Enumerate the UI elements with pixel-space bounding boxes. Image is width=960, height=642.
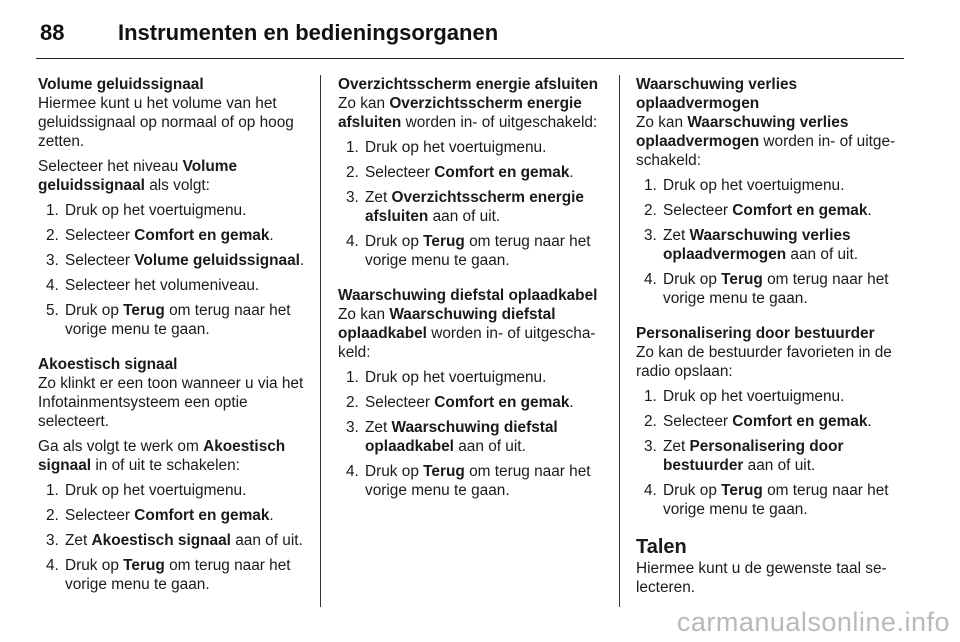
column-divider-1	[320, 75, 321, 607]
section-overzichtsscherm	[338, 75, 606, 270]
section-heading: Personalisering door bestuurder	[636, 325, 875, 342]
step-item: 1. Druk op het voertuigmenu.	[46, 202, 247, 219]
section-heading: Overzichtsscherm energie afsluiten	[338, 76, 599, 93]
step-item: 2. Selecteer Comfort en gemak.	[644, 202, 872, 219]
section-instruction: Selecteer het niveau Volume geluidssignaal als volgt:	[38, 158, 238, 194]
steps-list	[636, 387, 908, 519]
section-intro: Zo kan de bestuurder favorieten in de radio opslaan:	[636, 344, 892, 380]
section-heading: Volume geluidssignaal	[38, 76, 204, 93]
column-divider-2	[619, 75, 620, 607]
step-item: 1. Druk op het voertuigmenu.	[644, 177, 845, 194]
steps-list	[636, 176, 908, 308]
section-intro: Hiermee kunt u de gewenste taal se-lecteren.	[636, 560, 887, 596]
watermark: carmanualsonline.info	[676, 607, 950, 637]
column-2	[338, 75, 606, 516]
step-item: 2. Selecteer Comfort en gemak.	[46, 227, 274, 244]
section-instruction: Zo kan Overzichtsscherm energie afsluiten worden in- of uitgeschakeld:	[338, 95, 598, 131]
steps-list	[338, 138, 606, 270]
column-1	[38, 75, 310, 610]
page-title: Instrumenten en bedieningsorganen	[118, 20, 499, 45]
column-3	[636, 75, 908, 613]
step-item: 2. Selecteer Comfort en gemak.	[644, 413, 872, 430]
section-intro: Hiermee kunt u het volume van het geluidssignaal op normaal of op hoog zetten.	[38, 95, 294, 150]
section-akoestisch-signaal	[38, 355, 310, 594]
section-instruction: Zo kan Waarschuwing diefstal oplaadkabel worden in- of uitgescha-keld:	[338, 306, 596, 361]
step-item: 1. Druk op het voertuigmenu.	[644, 388, 845, 405]
steps-list	[338, 368, 606, 500]
step-item: 1. Druk op het voertuigmenu.	[46, 482, 247, 499]
section-waarschuwing-diefstal	[338, 286, 606, 500]
step-item: 3. Zet Waarschuwing verlies oplaadvermogen aan of uit.	[644, 227, 859, 263]
step-item: 4. Druk op Terug om terug naar het vorige menu te gaan.	[346, 463, 591, 499]
step-item: 2. Selecteer Comfort en gemak.	[346, 164, 574, 181]
step-item: 4. Selecteer het volumeniveau.	[46, 277, 260, 294]
header-divider	[36, 58, 904, 59]
section-heading: Waarschuwing diefstal oplaadkabel	[338, 287, 598, 304]
step-item: 3. Zet Waarschuwing diefstal oplaadkabel aan of uit.	[346, 419, 558, 455]
step-item: 3. Zet Overzichtsscherm energie afsluiten aan of uit.	[346, 189, 584, 225]
step-item: 1. Druk op het voertuigmenu.	[346, 139, 547, 156]
section-heading: Akoestisch signaal	[38, 356, 178, 373]
section-instruction: Zo kan Waarschuwing verlies oplaadvermogen worden in- of uitge-schakeld:	[636, 114, 896, 169]
step-item: 4. Druk op Terug om terug naar het vorige menu te gaan.	[644, 271, 889, 307]
step-item: 2. Selecteer Comfort en gemak.	[46, 507, 274, 524]
section-waarschuwing-verlies	[636, 75, 908, 308]
step-item: 3. Zet Akoestisch signaal aan of uit.	[46, 532, 303, 549]
section-talen	[636, 535, 908, 597]
step-item: 3. Zet Personalisering door bestuurder aan of uit.	[644, 438, 844, 474]
step-item: 4. Druk op Terug om terug naar het vorige menu te gaan.	[644, 482, 889, 518]
step-item: 4. Druk op Terug om terug naar het vorige menu te gaan.	[46, 557, 291, 593]
step-item: 2. Selecteer Comfort en gemak.	[346, 394, 574, 411]
step-item: 4. Druk op Terug om terug naar het vorige menu te gaan.	[346, 233, 591, 269]
section-heading-large: Talen	[636, 536, 687, 558]
section-instruction: Ga als volgt te werk om Akoestisch signaal in of uit te schakelen:	[38, 438, 286, 474]
section-heading: Waarschuwing verlies oplaadvermogen	[636, 76, 798, 112]
step-item: 5. Druk op Terug om terug naar het vorige menu te gaan.	[46, 302, 291, 338]
page-number: 88	[40, 20, 65, 45]
section-intro: Zo klinkt er een toon wanneer u via het Infotainmentsysteem een optie selecteert.	[38, 375, 304, 430]
section-personalisering	[636, 324, 908, 519]
page-header	[36, 18, 906, 52]
section-volume-geluidssignaal	[38, 75, 310, 339]
step-item: 1. Druk op het voertuigmenu.	[346, 369, 547, 386]
steps-list	[38, 481, 310, 594]
step-item: 3. Selecteer Volume geluidssignaal.	[46, 252, 305, 269]
steps-list	[38, 201, 310, 339]
